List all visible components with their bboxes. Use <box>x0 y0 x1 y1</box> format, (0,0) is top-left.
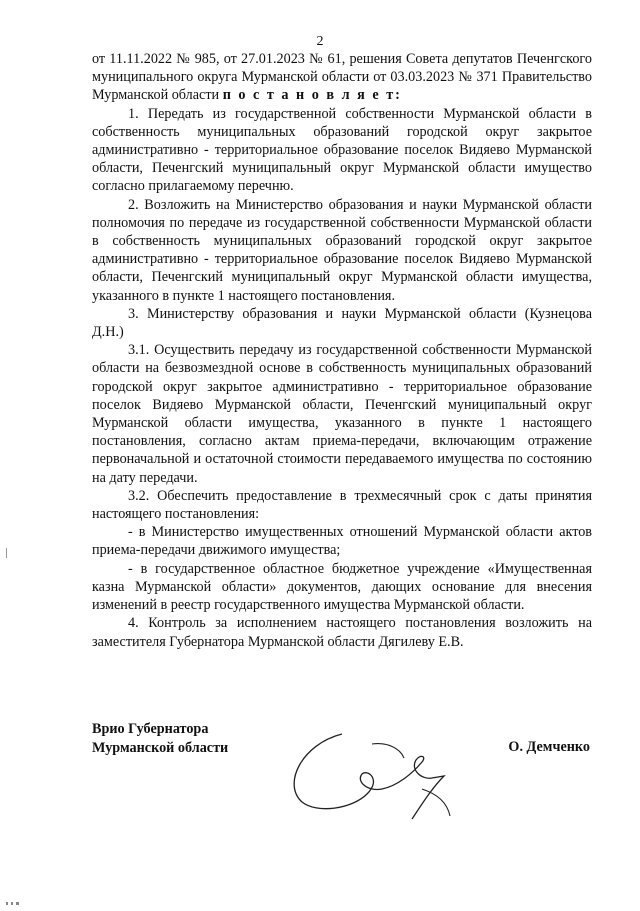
paragraph-3-2-a: - в Министерство имущественных отношений Мурманской области актов приема-передачи движимого имущества; <box>92 524 592 559</box>
signatory-title <box>92 720 228 758</box>
paragraph-3-2-b: - в государственное областное бюджетное учреждение «Имущественная казна Мурманской области» документов, дающих основание для внесения изменений в реестр государственного имущества Мурманской области. <box>92 560 592 614</box>
signatory-title-line-1: Врио Губернатора <box>92 721 209 737</box>
signatory-title-line-2: Мурманской области <box>92 740 229 756</box>
page-number: 2 <box>316 34 324 49</box>
paragraph-3: 3. Министерству образования и науки Мурманской области (Кузнецова Д.Н.) <box>92 305 592 341</box>
paragraph-3-2: 3.2. Обеспечить предоставление в трехмесячный срок с даты принятия настоящего постановления: <box>92 487 592 523</box>
scan-corner-mark <box>6 902 20 905</box>
paragraph-intro <box>92 50 592 105</box>
signature-block <box>92 720 592 830</box>
scan-edge-mark <box>6 548 7 558</box>
paragraph-4: 4. Контроль за исполнением настоящего постановления возложить на заместителя Губернатора Мурманской области Дягилеву Е.В. <box>92 615 592 650</box>
document-body <box>92 50 592 651</box>
paragraph-1: 1. Передать из государственной собственности Мурманской области в собственность муниципальных образований городской округ закрытое административно - территориальное образование поселок Видяево Мурманской области, Печенгский муниципальный округ Мурманской области имущество согласно прилагаемому перечню. <box>92 105 592 195</box>
paragraph-intro-text: от 11.11.2022 № 985, от 27.01.2023 № 61, решения Совета депутатов Печенгского муниципального округа Мурманской области от 03.03.2023 № 371 Правительство Мурманской области <box>92 51 592 104</box>
handwritten-signature <box>272 714 472 824</box>
paragraph-3-1: 3.1. Осуществить передачу из государственной собственности Мурманской области на безвозмездной основе в собственность муниципальных образований городской округ закрытое административно - территориальное образование поселок Видяево Мурманской области, Печенгский муниципальный округ Мурманской области имущества, указанного в пункте 1 настоящего постановления, согласно актам приема-передачи, включающим отражение первоначальной и остаточной стоимости передаваемого имущества по состоянию на дату передачи. <box>92 342 592 486</box>
paragraph-2: 2. Возложить на Министерство образования и науки Мурманской области полномочия по передаче из государственной собственности Мурманской области в собственность муниципальных образований городской округ закрытое административно - территориальное образование поселок Видяево Мурманской области, Печенгский муниципальный округ Мурманской области имущества, указанного в пункте 1 настоящего постановления. <box>92 196 592 304</box>
signatory-name: О. Демченко <box>508 739 590 755</box>
resolves-keyword: п о с т а н о в л я е т: <box>222 87 402 104</box>
